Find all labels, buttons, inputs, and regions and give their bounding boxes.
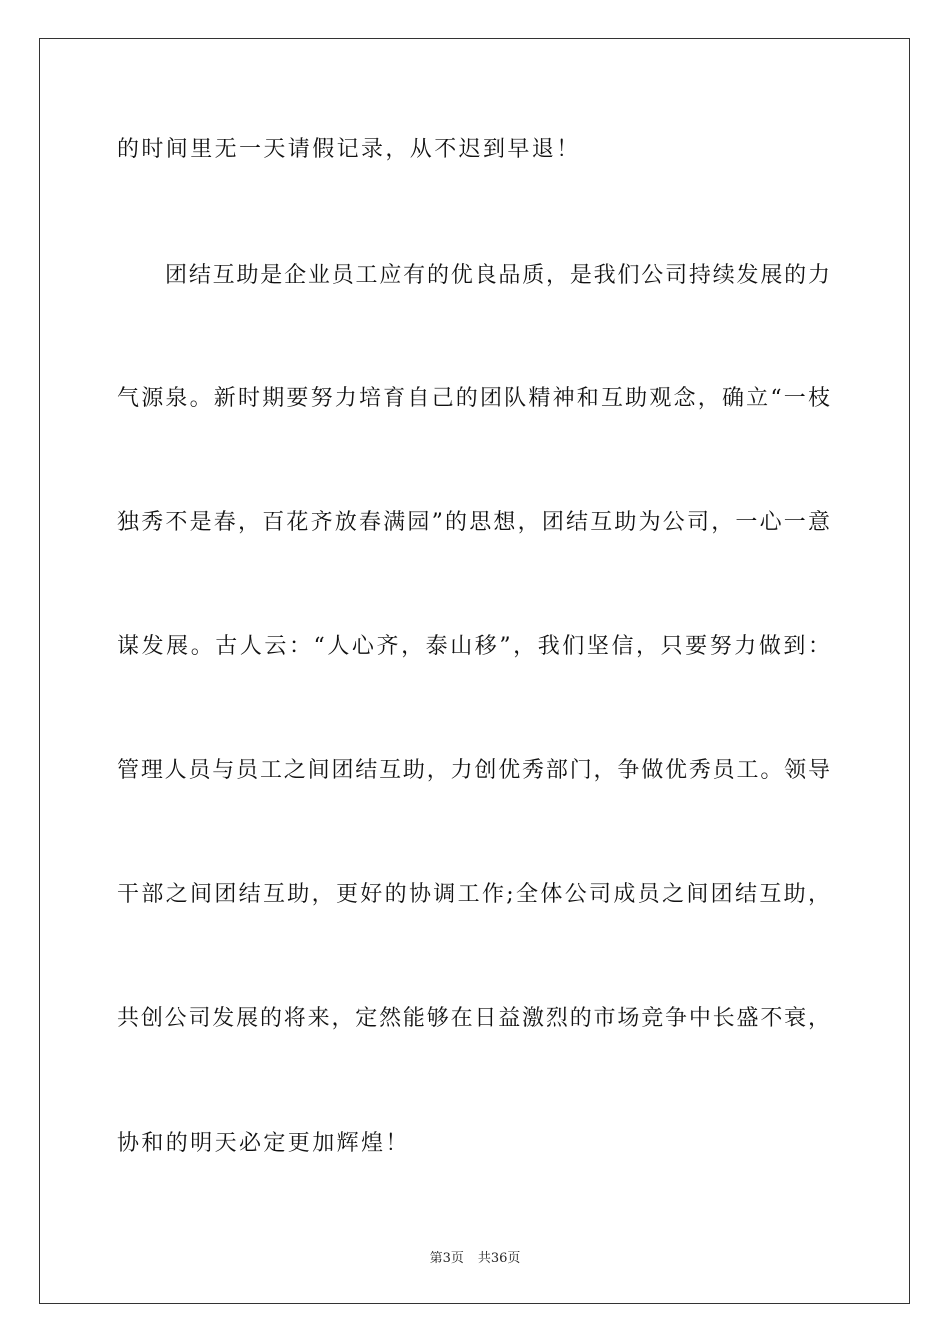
text-line-4: 独秀不是春，百花齐放春满园”的思想，团结互助为公司，一心一意	[117, 510, 830, 535]
text-line-5: 谋发展。古人云：“人心齐，泰山移”，我们坚信，只要努力做到：	[117, 634, 830, 659]
page-number: 第3页	[429, 1251, 464, 1266]
text-line-3: 气源泉。新时期要努力培育自己的团队精神和互助观念，确立“一枝	[117, 386, 830, 411]
text-line-2: 团结互助是企业员工应有的优良品质，是我们公司持续发展的力	[165, 263, 830, 288]
text-line-1: 的时间里无一天请假记录，从不迟到早退！	[117, 137, 581, 162]
page-total: 共36页	[477, 1251, 521, 1266]
text-line-9: 协和的明天必定更加辉煌！	[117, 1131, 410, 1156]
text-line-7: 干部之间团结互助，更好的协调工作;全体公司成员之间团结互助，	[117, 882, 830, 907]
page-footer	[0, 1247, 950, 1266]
page-border	[39, 38, 910, 1304]
text-line-6: 管理人员与员工之间团结互助，力创优秀部门，争做优秀员工。领导	[117, 758, 830, 783]
text-line-8: 共创公司发展的将来，定然能够在日益激烈的市场竞争中长盛不衰，	[117, 1006, 830, 1031]
